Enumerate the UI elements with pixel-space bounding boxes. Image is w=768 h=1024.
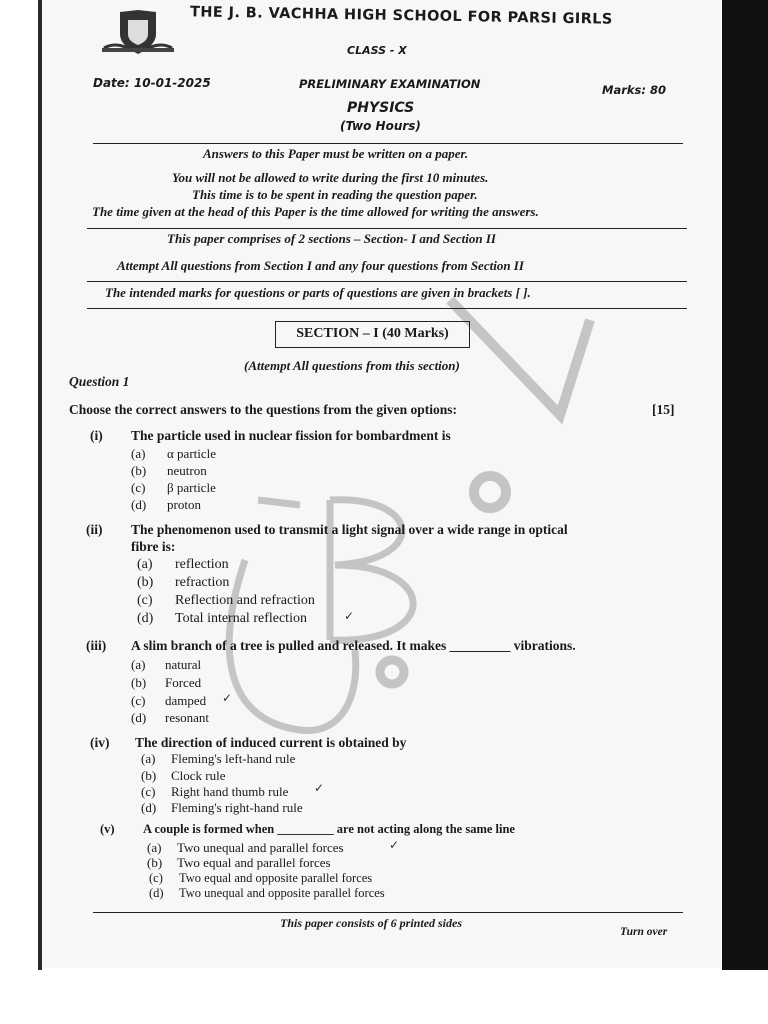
- option-letter: (c): [141, 784, 156, 799]
- item-text: The particle used in nuclear fission for bombardment is: [131, 428, 451, 443]
- checkmark-icon: ✓: [314, 781, 325, 795]
- instruction-5: This paper comprises of 2 sections – Section- I and Section II: [167, 231, 496, 246]
- item-text: A couple is formed when _________ are not acting along the same line: [143, 822, 515, 836]
- scan-edge-right: [722, 0, 768, 970]
- item-number: (iii): [86, 638, 107, 653]
- option-letter: (a): [147, 840, 162, 855]
- item-number: (v): [100, 822, 115, 836]
- instruction-4: The time given at the head of this Paper is the time allowed for writing the answers.: [92, 204, 539, 219]
- option-letter: (a): [131, 446, 146, 461]
- option-letter: (d): [149, 886, 164, 900]
- option-text: reflection: [175, 557, 229, 572]
- option-text: Total internal reflection: [175, 611, 307, 626]
- instruction-7: The intended marks for questions or parts of questions are given in brackets [ ].: [105, 285, 531, 300]
- instruction-1: Answers to this Paper must be written on a paper.: [203, 146, 469, 161]
- exam-date: Date: 10-01-2025: [93, 76, 211, 90]
- option-letter: (a): [137, 557, 153, 572]
- option-letter: (c): [131, 693, 146, 708]
- option-letter: (d): [131, 710, 147, 725]
- option-text: resonant: [165, 710, 210, 725]
- school-name: THE J. B. VACHHA HIGH SCHOOL FOR PARSI GIRLS: [189, 4, 613, 28]
- option-letter: (d): [141, 800, 157, 815]
- option-text: Right hand thumb rule: [171, 784, 289, 799]
- exam-title: PRELIMINARY EXAMINATION: [299, 77, 481, 91]
- option-text: α particle: [167, 446, 217, 461]
- class-label: CLASS - X: [347, 44, 407, 57]
- item-text-continued: fibre is:: [131, 539, 176, 554]
- checkmark-icon: ✓: [222, 691, 233, 705]
- option-letter: (c): [149, 871, 163, 885]
- item-number: (iv): [90, 735, 110, 750]
- item-text: The phenomenon used to transmit a light signal over a wide range in optical: [131, 522, 568, 537]
- option-letter: (b): [131, 463, 147, 478]
- section-subtitle: (Attempt All questions from this section): [244, 358, 460, 373]
- option-letter: (c): [131, 480, 146, 495]
- question-label: Question 1: [69, 374, 130, 389]
- option-text: Two equal and parallel forces: [177, 855, 331, 870]
- subject-title: PHYSICS: [347, 100, 415, 116]
- option-letter: (d): [137, 611, 154, 626]
- divider: [87, 308, 687, 309]
- option-text: Two equal and opposite parallel forces: [179, 871, 373, 885]
- option-letter: (c): [137, 593, 153, 608]
- option-letter: (a): [141, 751, 156, 766]
- item-text: The direction of induced current is obtained by: [135, 735, 407, 750]
- section-title-box: SECTION – I (40 Marks): [275, 321, 470, 348]
- option-text: β particle: [167, 480, 216, 495]
- option-letter: (d): [131, 497, 147, 512]
- question-prompt: Choose the correct answers to the questions from the given options:: [69, 402, 457, 417]
- divider: [87, 281, 687, 282]
- option-text: Two unequal and opposite parallel forces: [179, 886, 385, 900]
- option-letter: (b): [137, 575, 154, 590]
- question-marks: [15]: [652, 402, 675, 417]
- footer-note: This paper consists of 6 printed sides: [280, 916, 463, 930]
- option-text: neutron: [167, 463, 207, 478]
- item-number: (i): [90, 428, 103, 443]
- divider: [93, 143, 683, 144]
- footer-divider: [93, 912, 683, 913]
- school-crest-icon: [100, 8, 176, 58]
- turn-over: Turn over: [620, 926, 668, 938]
- divider: [87, 228, 687, 229]
- option-text: damped: [165, 693, 207, 708]
- scan-margin-left: [0, 0, 40, 970]
- option-text: Two unequal and parallel forces: [177, 840, 344, 855]
- instruction-6: Attempt All questions from Section I and any four questions from Section II: [117, 258, 524, 273]
- option-text: Fleming's right-hand rule: [171, 800, 303, 815]
- option-letter: (b): [141, 768, 157, 783]
- option-text: Forced: [165, 675, 202, 690]
- item-number: (ii): [86, 522, 103, 537]
- total-marks: Marks: 80: [602, 83, 666, 97]
- option-text: natural: [165, 657, 202, 672]
- instruction-3: This time is to be spent in reading the question paper.: [192, 187, 478, 202]
- instruction-2: You will not be allowed to write during the first 10 minutes.: [172, 170, 489, 185]
- option-text: refraction: [175, 575, 230, 590]
- item-text: A slim branch of a tree is pulled and released. It makes _________ vibrations.: [131, 638, 576, 653]
- option-text: Reflection and refraction: [175, 593, 315, 608]
- checkmark-icon: ✓: [389, 838, 400, 852]
- checkmark-icon: ✓: [344, 609, 355, 623]
- option-letter: (b): [147, 855, 163, 870]
- option-letter: (b): [131, 675, 147, 690]
- option-text: Fleming's left-hand rule: [171, 751, 296, 766]
- option-text: proton: [167, 497, 201, 512]
- option-text: Clock rule: [171, 768, 226, 783]
- exam-duration: (Two Hours): [340, 119, 421, 133]
- option-letter: (a): [131, 657, 146, 672]
